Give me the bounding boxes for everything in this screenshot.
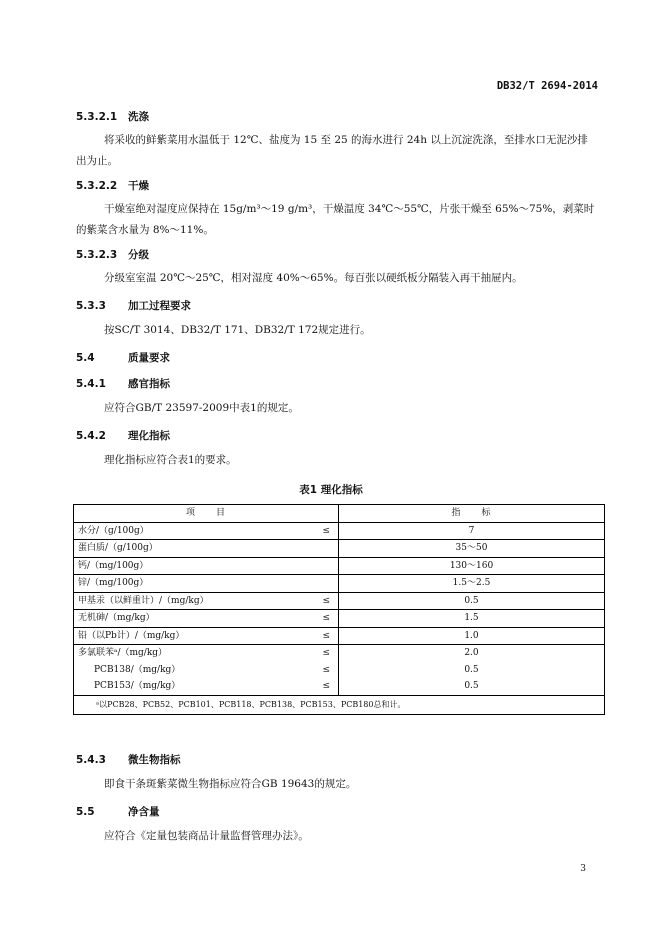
row-value: 1.5 — [339, 610, 605, 628]
row-name: 钙/（mg/100g） — [78, 560, 149, 571]
row-value: 1.0 — [339, 627, 605, 645]
row-value: 0.5 — [339, 678, 605, 695]
column-header-item: 项 目 — [74, 505, 339, 523]
table-header-row — [74, 505, 605, 523]
table-row — [74, 522, 605, 540]
table-caption: 表1 理化指标 — [299, 484, 363, 496]
row-name: 多氯联苯ᵃ/（mg/kg） — [78, 648, 168, 659]
row-name: 水分/（g/100g） — [78, 525, 149, 536]
table-note-row — [74, 695, 605, 714]
paragraph-process-requirements: 按SC/T 3014、DB32/T 171、DB32/T 172规定进行。 — [104, 324, 371, 336]
row-name: 蛋白质/（g/100g） — [78, 543, 158, 554]
heading-5-5: 5.5 净含量 — [76, 806, 160, 818]
table-note: ᵃ以PCB28、PCB52、PCB101、PCB118、PCB138、PCB153、PCB180总和计。 — [74, 695, 605, 714]
document-code: DB32/T 2694-2014 — [496, 80, 598, 92]
heading-5-3-2-2: 5.3.2.2 干燥 — [76, 180, 149, 192]
paragraph-washing: 将采收的鲜紫菜用水温低于 12℃、盐度为 15 至 25 的海水进行 24h 以上沉淀洗涤，至排水口无泥沙排出为止。 — [76, 134, 588, 167]
table-row — [74, 627, 605, 645]
table-row — [74, 592, 605, 610]
row-symbol: ≤ — [322, 630, 330, 641]
row-symbol: ≤ — [322, 681, 330, 691]
paragraph-net-content: 应符合《定量包装商品计量监督管理办法》。 — [104, 830, 309, 842]
page-number: 3 — [580, 864, 586, 874]
table-row — [74, 662, 605, 679]
heading-5-4-2: 5.4.2 理化指标 — [76, 430, 170, 442]
row-symbol: ≤ — [322, 648, 330, 658]
row-value: 7 — [339, 522, 605, 540]
row-value: 130～160 — [339, 557, 605, 575]
table-row — [74, 678, 605, 695]
paragraph-physicochemical: 理化指标应符合表1的要求。 — [104, 454, 237, 466]
row-symbol: ≤ — [322, 613, 330, 623]
row-symbol: ≤ — [322, 525, 330, 536]
table-row — [74, 610, 605, 628]
paragraph-grading: 分级室室温 20℃～25℃，相对湿度 40%～65%。每百张以硬纸板分隔装入再干抽屉内。 — [104, 272, 523, 284]
paragraph-drying: 干燥室绝对湿度应保持在 15g/m³～19 g/m³，干燥温度 34℃～55℃，片张干燥至 65%～75%，剥菜时的紫菜含水量为 8%～11%。 — [76, 203, 595, 236]
row-name: 无机砷/（mg/kg） — [78, 613, 155, 624]
row-value: 2.0 — [339, 645, 605, 662]
paragraph-microbiological: 即食干条斑紫菜微生物指标应符合GB 19643的规定。 — [104, 778, 357, 790]
heading-5-4-3: 5.4.3 微生物指标 — [76, 754, 181, 766]
physicochemical-table — [73, 504, 605, 715]
row-symbol: ≤ — [322, 664, 330, 675]
heading-5-4: 5.4 质量要求 — [76, 352, 170, 364]
column-header-index: 指 标 — [339, 505, 605, 523]
table-row — [74, 645, 605, 662]
row-symbol: ≤ — [322, 595, 330, 606]
row-name: PCB138/（mg/kg） — [94, 664, 181, 675]
row-value: 1.5～2.5 — [339, 575, 605, 593]
heading-5-3-2-3: 5.3.2.3 分级 — [76, 249, 149, 261]
table-row — [74, 540, 605, 558]
heading-5-3-2-1: 5.3.2.1 洗涤 — [76, 111, 149, 123]
row-name: 甲基汞（以鲜重计）/（mg/kg） — [78, 595, 209, 606]
row-value: 35～50 — [339, 540, 605, 558]
row-name: 铅（以Pb计）/（mg/kg） — [78, 630, 185, 641]
heading-5-4-1: 5.4.1 感官指标 — [76, 378, 170, 390]
table-row — [74, 575, 605, 593]
row-value: 0.5 — [339, 592, 605, 610]
row-name: 锌/（mg/100g） — [78, 578, 149, 589]
paragraph-sensory: 应符合GB/T 23597-2009中表1的规定。 — [104, 402, 299, 414]
row-value: 0.5 — [339, 662, 605, 679]
row-name: PCB153/（mg/kg） — [94, 681, 181, 692]
table-row — [74, 557, 605, 575]
heading-5-3-3: 5.3.3 加工过程要求 — [76, 300, 191, 312]
